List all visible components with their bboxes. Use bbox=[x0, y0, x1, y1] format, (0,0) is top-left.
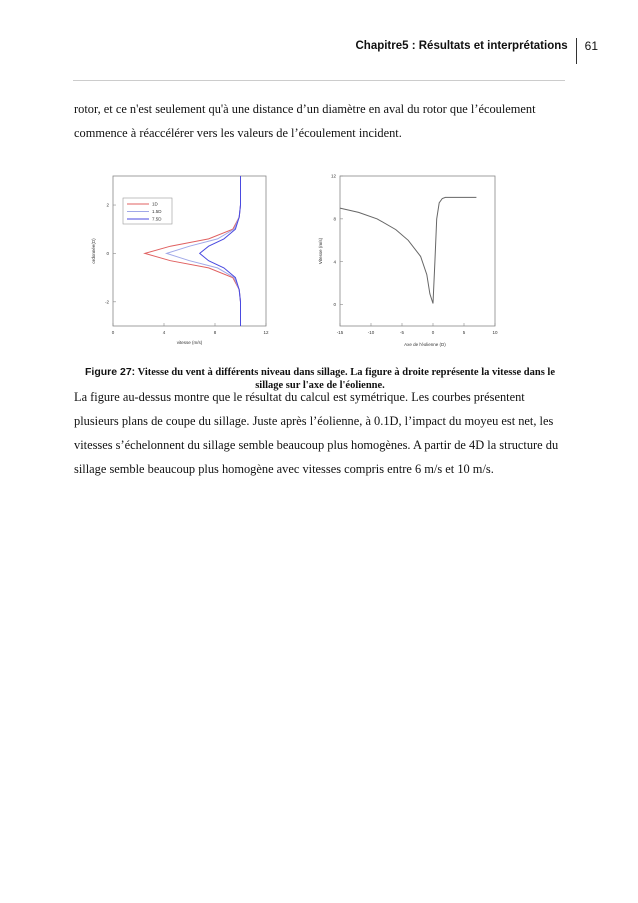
chart-velocity-profiles bbox=[91, 176, 269, 345]
chart2-x-tick-label: -10 bbox=[367, 330, 375, 335]
chart2-y-tick-label: 4 bbox=[333, 259, 336, 265]
chart1-x-tick-label: 8 bbox=[213, 330, 217, 335]
chart1-y-tick-label: -2 bbox=[104, 299, 109, 305]
paragraph-intro: rotor, et ce n'est seulement qu'à une distance d’un diamètre en aval du rotor que l’écoulement commence à réaccélérer vers les valeurs de l’écoulement incident. bbox=[74, 102, 536, 140]
chart2-x-axis-label: Axe de l'éolienne (D) bbox=[404, 342, 446, 347]
chart1-x-tick-label: 12 bbox=[263, 330, 269, 335]
paragraph-discussion: La figure au-dessus montre que le résultat du calcul est symétrique. Les courbes présentent plusieurs plans de coupe du sillage. Juste après l’éolienne, à 0.1D, l’impact du moyeu est net, les vitesses s’échelonnent du sillage semble beaucoup plus homogènes. A partir de 4D la structure du sillage semble beaucoup plus homogène avec vitesses compris entre 6 m/s et 10 m/s. bbox=[74, 390, 559, 476]
legend-label-1: 1D bbox=[152, 201, 158, 207]
chart-axial-velocity bbox=[318, 174, 498, 347]
chart2-plot-frame bbox=[340, 176, 495, 326]
caption-text: Vitesse du vent à différents niveau dans sillage. La figure à droite représente la vitesse dans le sillage sur l'axe de l'éolienne. bbox=[135, 367, 555, 391]
chart2-y-tick-label: 0 bbox=[333, 302, 336, 308]
chart1-series-line-2 bbox=[167, 176, 241, 326]
chart2-y-tick-label: 8 bbox=[333, 216, 336, 222]
chart2-x-tick-label: 5 bbox=[462, 330, 466, 335]
chart2-y-tick-label: 12 bbox=[330, 173, 336, 179]
legend-label-3: 7.5D bbox=[152, 216, 162, 222]
header-rule bbox=[73, 80, 565, 81]
chart2-series-line-1 bbox=[340, 197, 476, 303]
chapter-title: Chapitre5 : Résultats et interprétations bbox=[355, 40, 568, 52]
chart1-y-tick-label: 2 bbox=[106, 202, 109, 208]
chart2-x-tick-label: 10 bbox=[492, 330, 498, 335]
page-number: 61 bbox=[584, 39, 598, 53]
chart1-x-axis-label: vitesse (m/s) bbox=[176, 340, 203, 345]
chart2-x-tick-label: -5 bbox=[399, 330, 405, 335]
page-header bbox=[355, 38, 598, 64]
chart1-y-axis-label: ordonnée(D) bbox=[91, 238, 96, 264]
chart1-x-tick-label: 0 bbox=[111, 330, 115, 335]
chart2-x-tick-label: 0 bbox=[431, 330, 435, 335]
legend-label-2: 1.5D bbox=[152, 209, 162, 215]
chart2-x-tick-label: -15 bbox=[336, 330, 344, 335]
figure-27 bbox=[0, 168, 638, 363]
chart2-y-axis-label: Vitesse (m/s) bbox=[318, 237, 323, 265]
chart1-y-tick-label: 0 bbox=[106, 251, 109, 257]
chart1-series-line-3 bbox=[200, 176, 241, 326]
caption-label: Figure 27: bbox=[85, 366, 136, 378]
chart1-x-tick-label: 4 bbox=[162, 330, 166, 335]
